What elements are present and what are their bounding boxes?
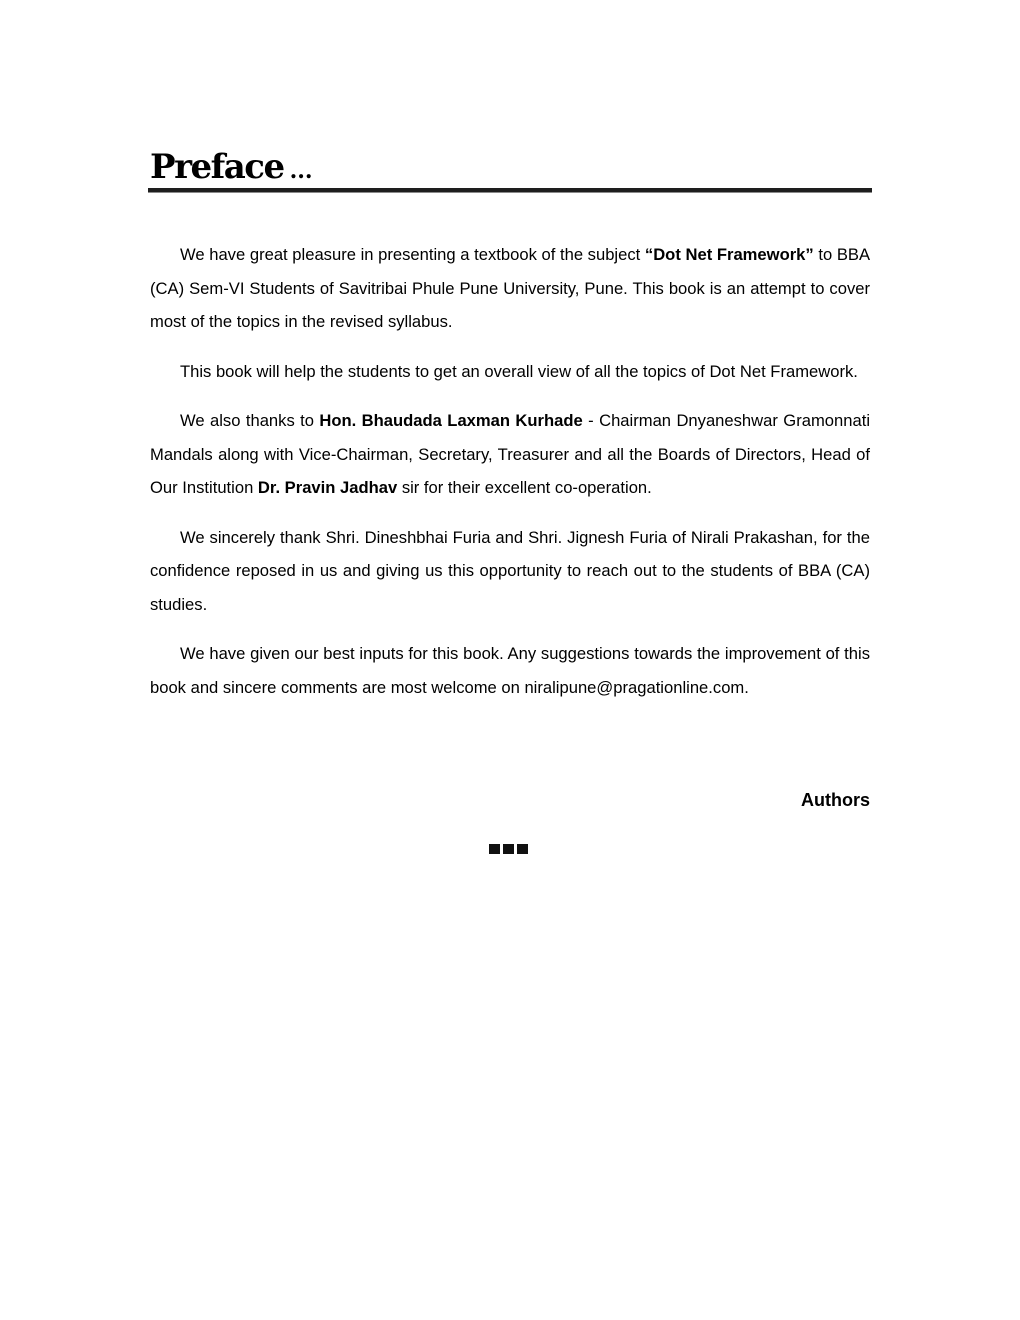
- paragraph-thanks-text-3: sir for their excellent co-operation.: [397, 478, 652, 497]
- paragraph-thanks-text-2: - Chairman Dnyaneshwar Gramonnati Mandals along with Vice-Chairman, Secretary, Treasurer and all the Boards of Directors, Head of Our Institution: [150, 411, 871, 497]
- end-mark-square-icon: [503, 844, 514, 854]
- paragraph-purpose-text: This book will help the students to get an overall view of all the topics of Dot Net Framework.: [180, 361, 858, 381]
- paragraph-intro-text-2: to BBA (CA) Sem-VI Students of Savitribai Phule Pune University, Pune. This book is an attempt to cover most of the topics in the revised syllabus.: [150, 245, 871, 331]
- paragraph-intro: [150, 238, 870, 339]
- paragraph-publisher-text: We sincerely thank Shri. Dineshbhai Furia and Shri. Jignesh Furia of Nirali Prakashan, for the confidence reposed in us and giving us this opportunity to reach out to the students of BBA (CA) studies.: [150, 527, 870, 614]
- authors-signature: Authors: [801, 790, 870, 810]
- page-title-ellipsis: ...: [289, 158, 313, 184]
- paragraph-feedback-text: We have given our best inputs for this book. Any suggestions towards the improvement of this book and sincere comments are most welcome on niralipune@pragationline.com.: [150, 644, 870, 697]
- chairman-name: Hon. Bhaudada Laxman Kurhade: [319, 411, 583, 430]
- preface-heading: [150, 146, 872, 192]
- end-of-section-mark: [489, 844, 528, 854]
- paragraph-intro-text-1: We have great pleasure in presenting a textbook of the subject: [180, 245, 645, 264]
- paragraph-thanks-chairman: [150, 404, 870, 505]
- institution-head-name: Dr. Pravin Jadhav: [257, 478, 398, 497]
- paragraph-feedback: [150, 637, 870, 704]
- end-mark-square-icon: [489, 844, 500, 854]
- heading-underline: [148, 188, 872, 193]
- preface-body: [150, 238, 870, 720]
- page-title-text: Preface: [150, 147, 284, 187]
- book-subject: “Dot Net Framework”: [644, 245, 814, 264]
- page-title: [150, 146, 872, 192]
- paragraph-thanks-publisher: [150, 521, 870, 622]
- paragraph-purpose: [150, 355, 870, 389]
- end-mark-square-icon: [517, 844, 528, 854]
- paragraph-thanks-text-1: We also thanks to: [180, 411, 320, 430]
